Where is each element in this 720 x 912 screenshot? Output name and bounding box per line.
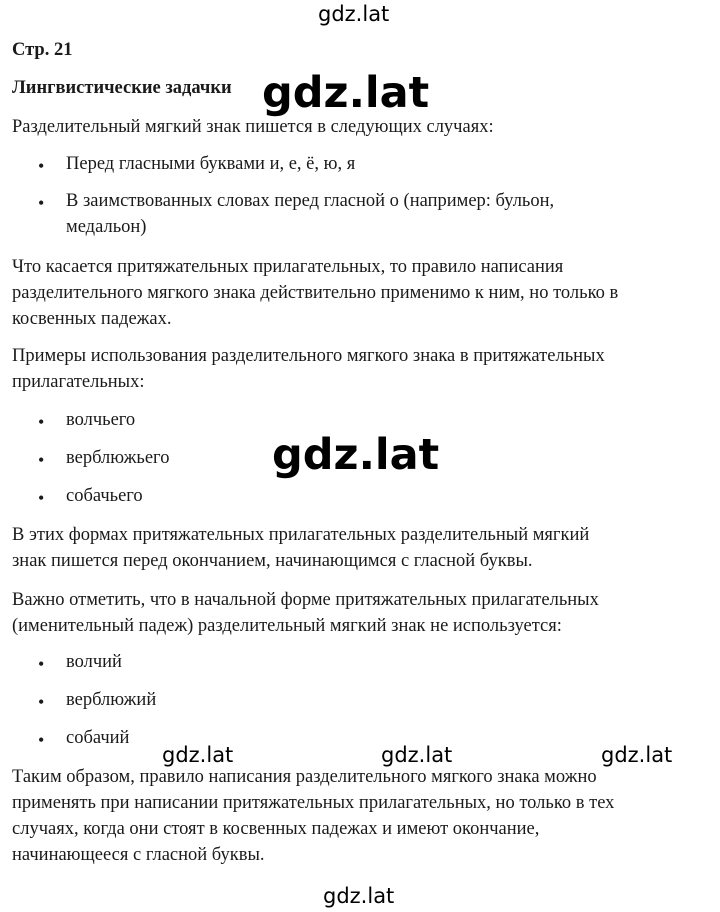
- example-item: верблюжий: [66, 690, 157, 710]
- bullet-marker: •: [38, 654, 45, 674]
- bullet-marker: •: [38, 488, 45, 508]
- paragraph-line: Примеры использования разделительного мягкого знака в притяжательных: [12, 346, 605, 366]
- intro-text: Разделительный мягкий знак пишется в следующих случаях:: [12, 117, 494, 137]
- bullet-marker: •: [38, 193, 45, 213]
- page-label: Стр. 21: [12, 40, 73, 60]
- example-item: волчий: [66, 652, 122, 672]
- paragraph-line: (именительный падеж) разделительный мягкий знак не используется:: [12, 616, 562, 636]
- paragraph-line: Что касается притяжательных прилагательных, то правило написания: [12, 257, 564, 277]
- bullet-marker: •: [38, 692, 45, 712]
- watermark-row-right: gdz.lat: [601, 743, 673, 767]
- case-item: В заимствованных словах перед гласной о (например: бульон,: [66, 191, 555, 211]
- example-item: собачий: [66, 728, 130, 748]
- paragraph-line: В этих формах притяжательных прилагательных разделительный мягкий: [12, 525, 590, 545]
- paragraph-line: косвенных падежах.: [12, 309, 172, 329]
- bullet-marker: •: [38, 450, 45, 470]
- bullet-marker: •: [38, 156, 45, 176]
- example-item: верблюжьего: [66, 448, 170, 468]
- paragraph-line: знак пишется перед окончанием, начинающимся с гласной буквы.: [12, 551, 533, 571]
- watermark-middle: gdz.lat: [272, 430, 440, 480]
- watermark-row-left: gdz.lat: [162, 743, 234, 767]
- section-title: Лингвистические задачки: [12, 78, 232, 98]
- watermark-top: gdz.lat: [318, 2, 390, 26]
- paragraph-line: прилагательных:: [12, 372, 145, 392]
- case-item: Перед гласными буквами и, е, ё, ю, я: [66, 154, 356, 174]
- conclusion-line: применять при написании притяжательных прилагательных, но только в тех: [12, 793, 615, 813]
- watermark-bottom: gdz.lat: [323, 884, 395, 908]
- case-item-continuation: медальон): [66, 217, 147, 237]
- example-item: собачьего: [66, 486, 143, 506]
- conclusion-line: Таким образом, правило написания разделительного мягкого знака можно: [12, 767, 597, 787]
- watermark-row-center: gdz.lat: [381, 743, 453, 767]
- paragraph-line: Важно отметить, что в начальной форме притяжательных прилагательных: [12, 590, 599, 610]
- conclusion-line: начинающееся с гласной буквы.: [12, 845, 265, 865]
- example-item: волчьего: [66, 410, 136, 430]
- bullet-marker: •: [38, 730, 45, 750]
- conclusion-line: случаях, когда они стоят в косвенных падежах и имеют окончание,: [12, 819, 540, 839]
- watermark-heading: gdz.lat: [262, 68, 430, 118]
- paragraph-line: разделительного мягкого знака действительно применимо к ним, но только в: [12, 283, 619, 303]
- bullet-marker: •: [38, 412, 45, 432]
